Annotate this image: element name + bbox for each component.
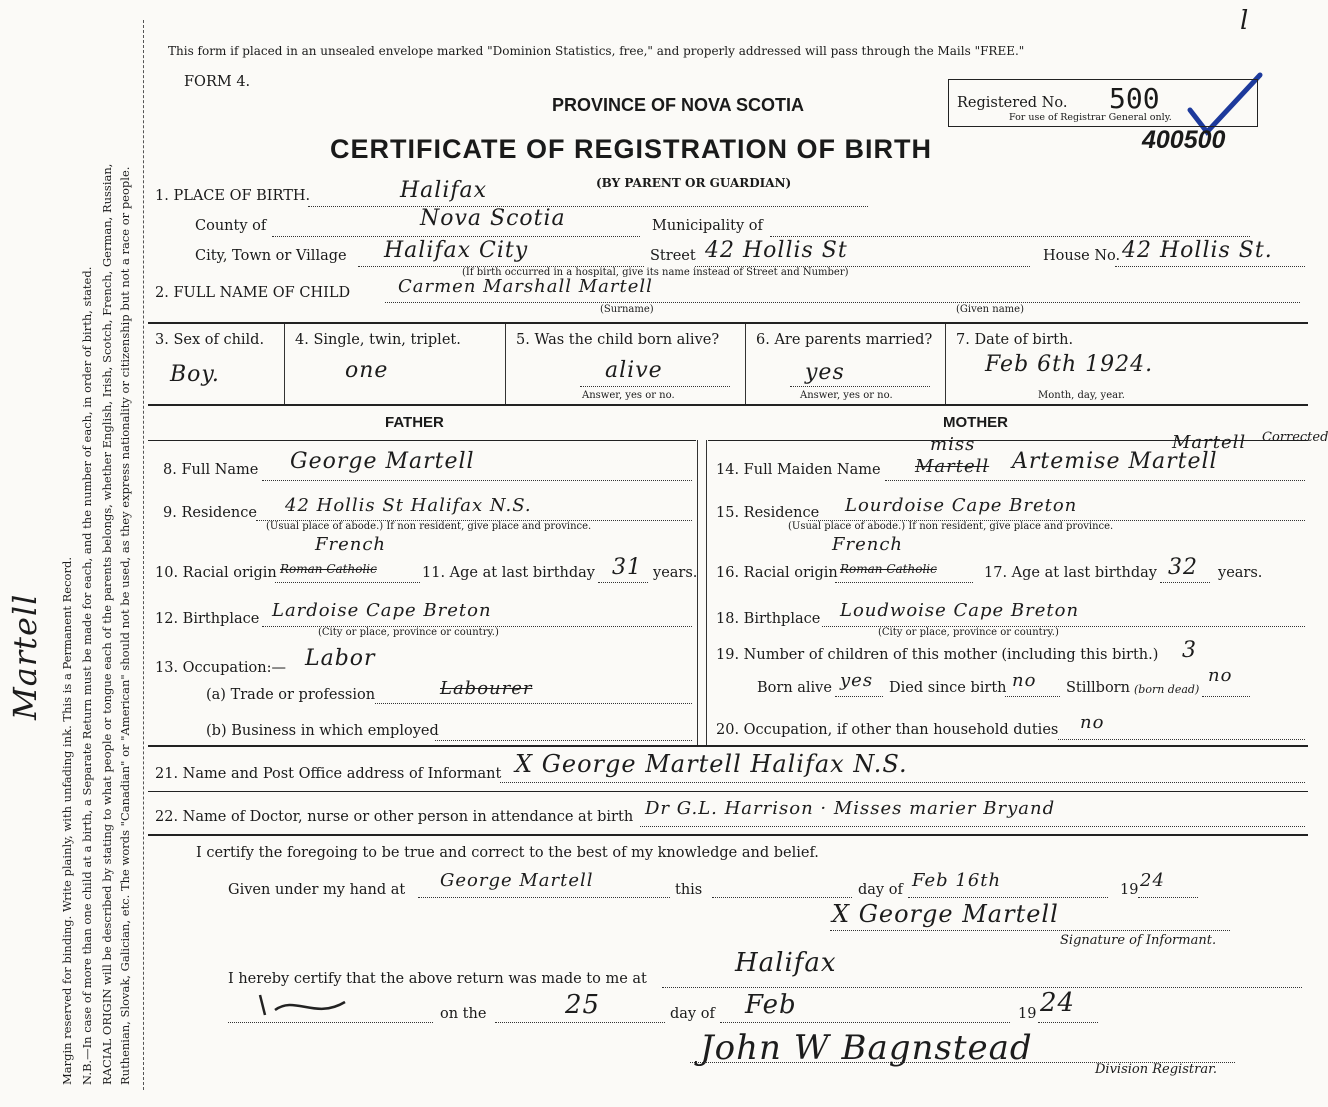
- line-business: [435, 740, 692, 741]
- binding-margin-line: [143, 20, 144, 1090]
- rule-row3-bottom: [148, 404, 1308, 406]
- value-street: 42 Hollis St: [705, 238, 848, 263]
- line-hereby-place: [228, 1022, 433, 1023]
- label-doctor: 22. Name of Doctor, nurse or other person in attendance at birth: [155, 809, 634, 825]
- value-mother-surname-above: Martell: [1172, 432, 1247, 453]
- label-mother-age: 17. Age at last birthday: [984, 565, 1157, 581]
- margin-text-3: RACIAL ORIGIN will be described by stating to what people or tongue each of the parents belongs, whether English, Irish, Scotch, French, German, Russian,: [100, 163, 114, 1085]
- line-informant: [500, 782, 1305, 783]
- line-mother-occupation: [1058, 739, 1305, 740]
- line-made-at: [662, 987, 1302, 988]
- hospital-note: (If birth occurred in a hospital, give its name instead of Street and Number): [462, 267, 849, 278]
- label-house: House No.: [1043, 248, 1121, 264]
- label-this: this: [675, 882, 703, 898]
- value-mother-miss: miss: [930, 434, 976, 455]
- line-signature: [830, 930, 1230, 931]
- label-municipality: Municipality of: [652, 218, 763, 234]
- line-father-racial: [275, 582, 420, 583]
- value-doctor: Dr G.L. Harrison · Misses marier Bryand: [645, 798, 1056, 819]
- value-year-2: 24: [1040, 988, 1076, 1018]
- label-married: 6. Are parents married?: [756, 332, 933, 348]
- handwritten-mark-icon: [255, 990, 355, 1020]
- hint-dob: Month, day, year.: [1038, 390, 1125, 401]
- label-children: 19. Number of children of this mother (including this birth.): [716, 647, 1159, 663]
- label-city: City, Town or Village: [195, 248, 347, 264]
- label-trade: (a) Trade or profession: [206, 687, 376, 703]
- page-subtitle: (BY PARENT OR GUARDIAN): [596, 176, 792, 190]
- label-business: (b) Business in which employed: [206, 723, 439, 739]
- label-day-of-2: day of: [670, 1006, 715, 1022]
- rule-doctor-bottom: [148, 834, 1308, 836]
- label-born-alive: Born alive: [757, 680, 832, 696]
- hint-married: Answer, yes or no.: [800, 390, 893, 401]
- label-informant: 21. Name and Post Office address of Informant: [155, 766, 502, 782]
- heading-father: FATHER: [385, 414, 444, 431]
- value-on-the-day: 25: [565, 990, 601, 1020]
- value-father-age: 31: [612, 555, 642, 580]
- registered-box: [948, 79, 1258, 127]
- label-given-name: (Given name): [956, 304, 1024, 315]
- margin-text-4: Ruthenian, Slovak, Galician, etc. The words "Canadian" or "American" should not be used, as they express nationality or citizenship but not a race or people.: [118, 166, 132, 1085]
- value-mother-age: 32: [1168, 555, 1198, 580]
- line-mother-age: [1160, 582, 1210, 583]
- label-mother-racial: 16. Racial origin: [716, 565, 838, 581]
- label-died: Died since birth: [889, 680, 1007, 696]
- label-on-the: on the: [440, 1006, 487, 1022]
- label-division-registrar: Division Registrar.: [1095, 1062, 1217, 1077]
- value-father-residence: 42 Hollis St Halifax N.S.: [285, 495, 532, 516]
- label-father-age: 11. Age at last birthday: [422, 565, 595, 581]
- line-month: [720, 1022, 1010, 1023]
- page-title: CERTIFICATE OF REGISTRATION OF BIRTH: [330, 134, 932, 164]
- value-given-at: George Martell: [440, 870, 594, 891]
- line-trade: [375, 703, 692, 704]
- line-stillborn: [1202, 696, 1250, 697]
- label-mother-maiden: 14. Full Maiden Name: [716, 462, 881, 478]
- label-father-birthplace: 12. Birthplace: [155, 611, 260, 627]
- rule-v1: [284, 324, 285, 404]
- label-mother-years: years.: [1218, 565, 1263, 581]
- line-house: [1115, 266, 1305, 267]
- label-full-name: 2. FULL NAME OF CHILD: [155, 285, 351, 301]
- line-mother-racial: [835, 582, 973, 583]
- hint-alive: Answer, yes or no.: [582, 390, 675, 401]
- line-year: [1138, 897, 1198, 898]
- value-mother-residence: Lourdoise Cape Breton: [845, 495, 1078, 516]
- line-alive: [580, 386, 730, 387]
- value-father-birthplace: Lardoise Cape Breton: [272, 600, 492, 621]
- line-year-2: [1038, 1022, 1098, 1023]
- line-mother-maiden: [885, 480, 1305, 481]
- label-born-dead: (born dead): [1134, 683, 1200, 696]
- hint-mother-birthplace: (City or place, province or country.): [878, 627, 1059, 638]
- line-on-the: [495, 1022, 665, 1023]
- value-born-alive: yes: [840, 670, 874, 691]
- value-mother-occupation: no: [1080, 712, 1105, 733]
- value-occupation: Labor: [305, 646, 376, 671]
- line-full-name: [385, 302, 1300, 303]
- value-informant: X George Martell Halifax N.S.: [515, 750, 908, 778]
- certify-text: I certify the foregoing to be true and correct to the best of my knowledge and belief.: [196, 845, 819, 861]
- label-given-under: Given under my hand at: [228, 882, 406, 898]
- mail-notice: This form if placed in an unsealed envelope marked "Dominion Statistics, free," and properly addressed will pass through the Mails "FREE.": [168, 44, 1025, 58]
- line-born-alive: [835, 696, 883, 697]
- value-house: 42 Hollis St.: [1122, 238, 1273, 263]
- value-child-name: Carmen Marshall Martell: [398, 276, 653, 297]
- rule-v4: [945, 324, 946, 404]
- label-father-years: years.: [653, 565, 698, 581]
- line-doctor: [640, 826, 1305, 827]
- value-made-at: Halifax: [735, 948, 837, 978]
- rule-row3-top: [148, 322, 1308, 324]
- value-stillborn: no: [1208, 665, 1233, 686]
- label-dob: 7. Date of birth.: [956, 332, 1074, 348]
- margin-text-1: Margin reserved for binding. Write plainly, with unfading ink. This is a Permanent Record.: [60, 557, 74, 1085]
- value-registrar-signature: John W Bagnstead: [700, 1028, 1033, 1068]
- value-sex: Boy.: [170, 362, 220, 387]
- line-this: [712, 897, 852, 898]
- line-married: [790, 386, 930, 387]
- label-father-name: 8. Full Name: [163, 462, 259, 478]
- label-place-of-birth: 1. PLACE OF BIRTH.: [155, 188, 311, 204]
- label-single: 4. Single, twin, triplet.: [295, 332, 461, 348]
- registration-stamp: 400500: [1142, 126, 1226, 154]
- value-county: Nova Scotia: [420, 206, 566, 231]
- label-year: 19: [1120, 882, 1139, 898]
- label-day-of: day of: [858, 882, 903, 898]
- rule-v3: [745, 324, 746, 404]
- label-year-2: 19: [1018, 1006, 1037, 1022]
- line-county: [272, 236, 640, 237]
- value-city: Halifax City: [384, 238, 529, 263]
- label-county: County of: [195, 218, 267, 234]
- province-heading: PROVINCE OF NOVA SCOTIA: [552, 95, 805, 115]
- hint-father-residence: (Usual place of abode.) If non resident, give place and province.: [266, 521, 592, 532]
- hint-mother-residence: (Usual place of abode.) If non resident, give place and province.: [788, 521, 1114, 532]
- rule-father-mother-divider-2: [706, 440, 707, 745]
- registered-number: 500: [1109, 82, 1160, 115]
- line-place: [308, 206, 868, 207]
- label-alive: 5. Was the child born alive?: [516, 332, 720, 348]
- value-died: no: [1012, 670, 1037, 691]
- value-year: 24: [1140, 870, 1165, 891]
- rule-father: [148, 440, 696, 441]
- value-alive: alive: [605, 358, 663, 383]
- value-place: Halifax: [400, 178, 488, 203]
- line-father-age: [598, 582, 648, 583]
- label-father-residence: 9. Residence: [163, 505, 257, 521]
- margin-handwritten-name: Martell: [6, 593, 44, 720]
- value-father-racial-struck: Roman Catholic: [280, 562, 377, 576]
- value-mother-corrected: Corrected: [1262, 430, 1328, 445]
- value-dob: Feb 6th 1924.: [985, 352, 1154, 377]
- value-mother-name: Artemise Martell: [1012, 449, 1218, 474]
- label-street: Street: [650, 248, 696, 264]
- label-mother-residence: 15. Residence: [716, 505, 820, 521]
- line-father-name: [262, 480, 692, 481]
- registered-note: For use of Registrar General only.: [1009, 112, 1172, 123]
- label-father-racial: 10. Racial origin: [155, 565, 277, 581]
- rule-informant-top: [148, 745, 1308, 747]
- label-sig-informant: Signature of Informant.: [1060, 933, 1217, 948]
- label-surname: (Surname): [600, 304, 654, 315]
- form-number: FORM 4.: [184, 74, 251, 90]
- value-father-racial: French: [315, 534, 387, 555]
- rule-father-mother-divider: [697, 440, 698, 745]
- value-signature: X George Martell: [832, 900, 1059, 928]
- line-municipality: [770, 236, 1250, 237]
- heading-mother: MOTHER: [943, 414, 1008, 431]
- corner-mark: l: [1240, 6, 1250, 36]
- line-died: [1005, 696, 1060, 697]
- label-hereby: I hereby certify that the above return was made to me at: [228, 971, 647, 987]
- value-father-name: George Martell: [290, 449, 475, 474]
- margin-text-2: N.B.—In case of more than one child at a birth, a Separate Return must be made for each, and the number of each, in order of birth, stated.: [80, 266, 94, 1085]
- label-stillborn: Stillborn: [1066, 680, 1130, 696]
- label-sex: 3. Sex of child.: [155, 332, 265, 348]
- value-children: 3: [1182, 638, 1197, 663]
- label-mother-occupation: 20. Occupation, if other than household duties: [716, 722, 1059, 738]
- value-mother-racial: French: [832, 534, 904, 555]
- registered-label: Registered No.: [957, 95, 1068, 111]
- value-mother-struck: Martell: [915, 456, 990, 477]
- rule-v2: [505, 324, 506, 404]
- value-day-month: Feb 16th: [912, 870, 1002, 891]
- label-occupation: 13. Occupation:—: [155, 660, 286, 676]
- value-mother-birthplace: Loudwoise Cape Breton: [840, 600, 1080, 621]
- line-day-month: [908, 897, 1108, 898]
- hint-father-birthplace: (City or place, province or country.): [318, 627, 499, 638]
- value-trade-struck: Labourer: [440, 678, 533, 699]
- label-mother-birthplace: 18. Birthplace: [716, 611, 821, 627]
- value-single: one: [345, 358, 389, 383]
- rule-doctor-top: [148, 791, 1308, 792]
- line-given-at: [418, 897, 670, 898]
- value-month: Feb: [745, 990, 797, 1020]
- value-married: yes: [805, 360, 845, 385]
- value-mother-racial-struck: Roman Catholic: [840, 562, 937, 576]
